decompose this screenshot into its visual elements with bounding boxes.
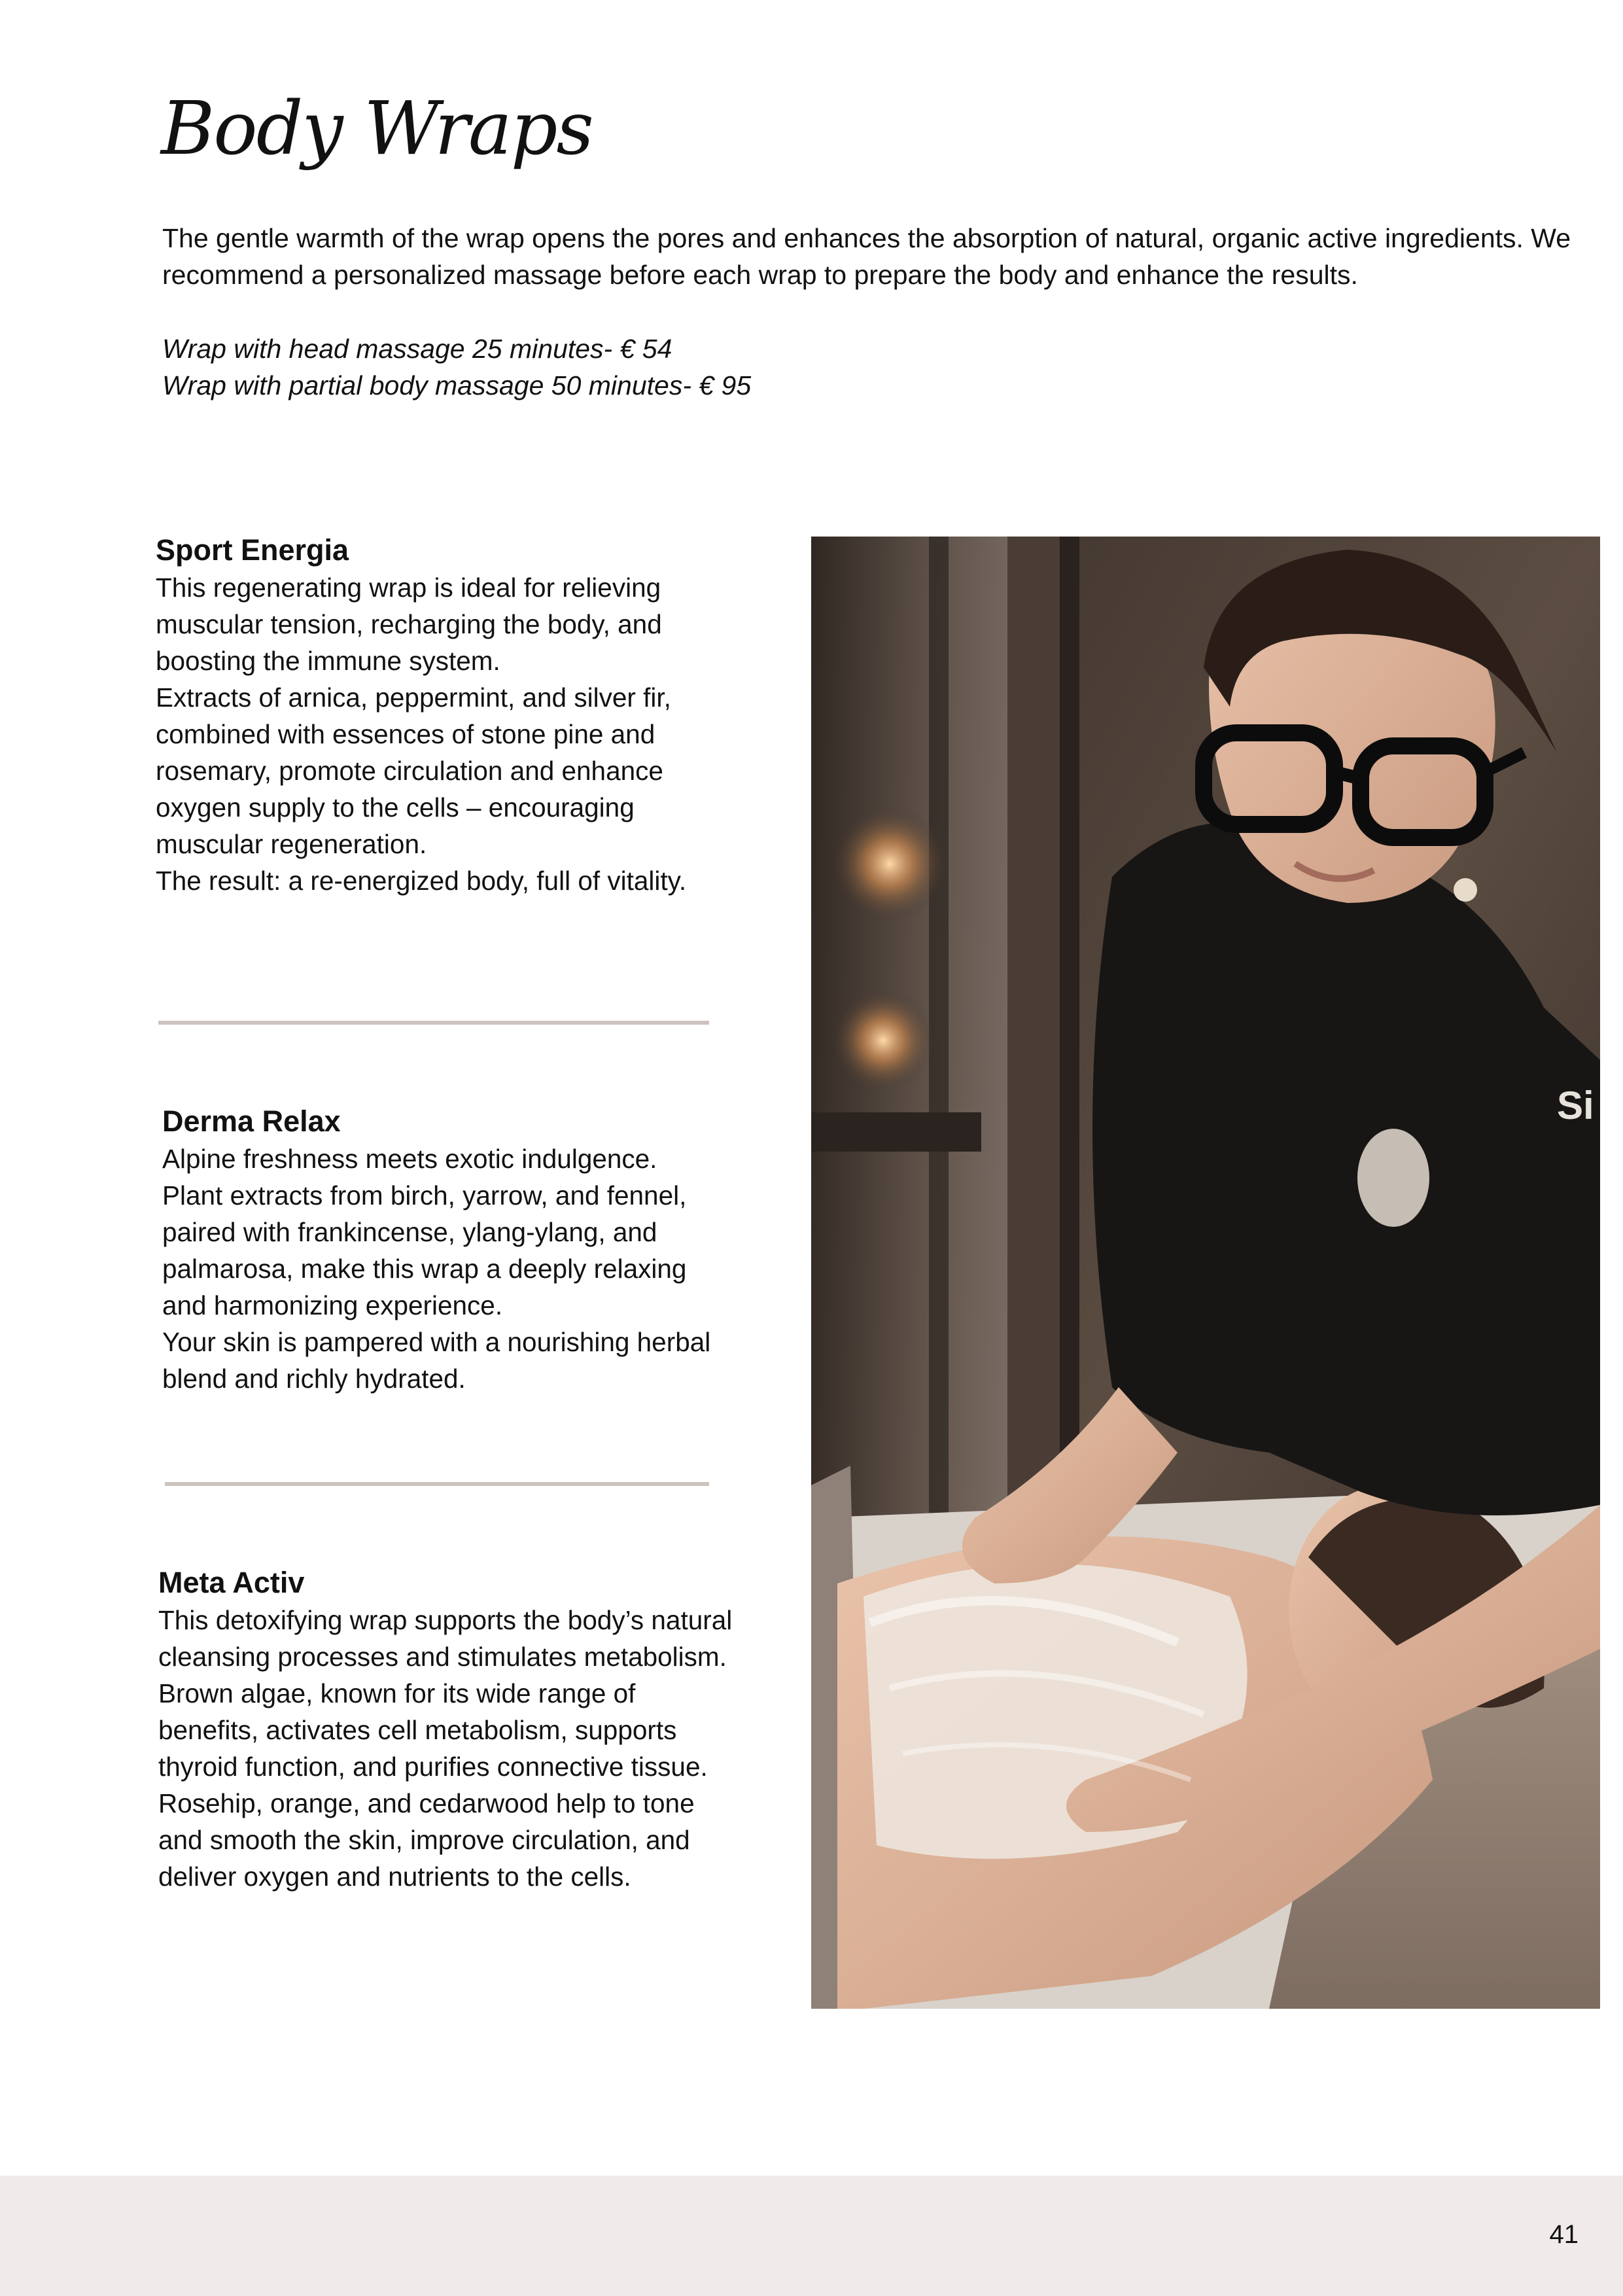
price-partial-body-massage: Wrap with partial body massage 50 minutes- € 95 xyxy=(162,370,752,400)
section-divider xyxy=(158,1021,709,1025)
section-paragraph: Brown algae, known for its wide range of benefits, activates cell metabolism, supports thyroid function, and purifies connective tissue. xyxy=(158,1678,708,1782)
section-paragraph: Alpine freshness meets exotic indulgence. xyxy=(162,1144,657,1174)
section-paragraph: This regenerating wrap is ideal for relieving muscular tension, recharging the body, and boosting the immune system. xyxy=(156,573,662,676)
section-paragraph: Your skin is pampered with a nourishing herbal blend and richly hydrated. xyxy=(162,1327,711,1394)
section-derma-relax xyxy=(162,1103,738,1397)
section-heading: Sport Energia xyxy=(156,533,349,567)
section-paragraph: The result: a re-energized body, full of vitality. xyxy=(156,866,687,896)
section-paragraph: Rosehip, orange, and cedarwood help to tone and smooth the skin, improve circulation, and deliver oxygen and nutrients to the cells. xyxy=(158,1788,695,1892)
page-title: Body Wraps xyxy=(161,86,593,171)
price-list xyxy=(162,330,1013,404)
section-paragraph: Extracts of arnica, peppermint, and silver fir, combined with essences of stone pine and rosemary, promote circulation and enhance oxygen supply to the cells – encouraging muscular regeneration. xyxy=(156,682,671,859)
section-paragraph: This detoxifying wrap supports the body’s natural cleansing processes and stimulates metabolism. xyxy=(158,1605,733,1672)
spa-treatment-illustration xyxy=(811,537,1600,2009)
page-number: 41 xyxy=(1549,2220,1579,2249)
section-heading: Meta Activ xyxy=(158,1566,305,1599)
intro-text: The gentle warmth of the wrap opens the pores and enhances the absorption of natural, organic active ingredients. We recommend a personalized massage before each wrap to prepare the body and enhance the results. xyxy=(162,223,1571,290)
section-paragraph: Plant extracts from birch, yarrow, and fennel, paired with frankincense, ylang-ylang, and palmarosa, make this wrap a deeply relaxing and harmonizing experience. xyxy=(162,1180,687,1320)
shirt-logo-text: Si xyxy=(1557,1084,1594,1127)
section-heading: Derma Relax xyxy=(162,1104,341,1138)
section-sport-energia xyxy=(156,531,731,899)
spa-treatment-photo xyxy=(811,537,1600,2009)
section-divider xyxy=(165,1482,709,1486)
price-head-massage: Wrap with head massage 25 minutes- € 54 xyxy=(162,334,672,364)
section-meta-activ xyxy=(158,1564,734,1895)
page-footer xyxy=(0,2176,1623,2296)
